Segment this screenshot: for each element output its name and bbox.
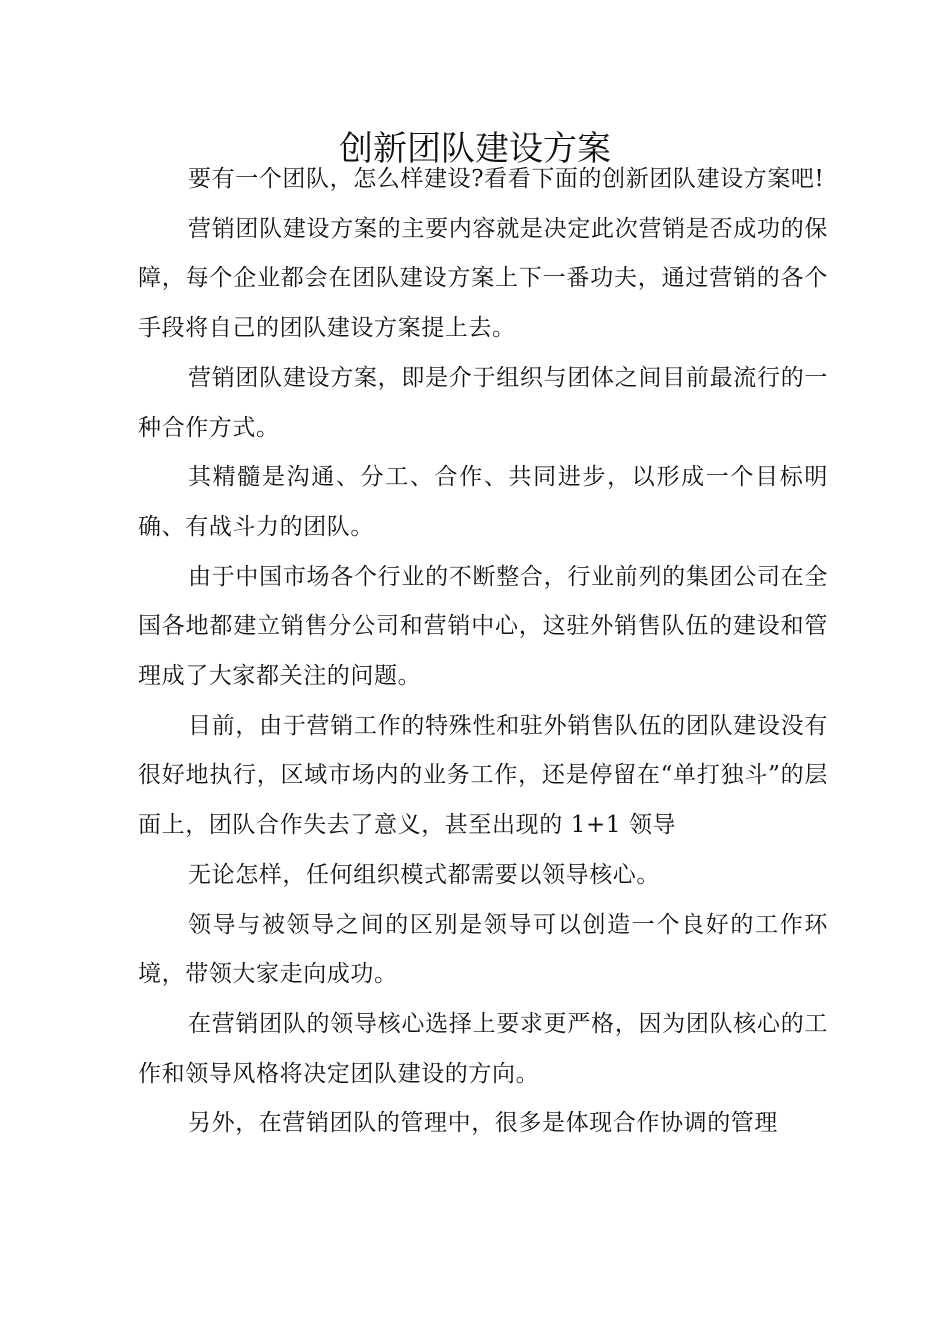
- document-title: 创新团队建设方案: [339, 128, 611, 169]
- paragraph: 另外，在营销团队的管理中，很多是体现合作协调的管理: [188, 1110, 778, 1137]
- paragraph: 其精髓是沟通、分工、合作、共同进步，以形成一个目标明确、有战斗力的团队。: [138, 464, 828, 540]
- paragraph: 领导与被领导之间的区别是领导可以创造一个良好的工作环境，带领大家走向成功。: [138, 911, 828, 988]
- paragraph: 要有一个团队，怎么样建设?看看下面的创新团队建设方案吧!: [188, 166, 825, 192]
- paragraph: 目前，由于营销工作的特殊性和驻外销售队伍的团队建设没有很好地执行，区域市场内的业务工作，还是停留在“单打独斗”的层面上，团队合作失去了意义，甚至出现的 1+1 领导: [138, 712, 828, 839]
- paragraph: 无论怎样，任何组织模式都需要以领导核心。: [188, 861, 660, 888]
- paragraph: 营销团队建设方案的主要内容就是决定此次营销是否成功的保障，每个企业都会在团队建设方案上下一番功夫，通过营销的各个手段将自己的团队建设方案提上去。: [138, 215, 828, 342]
- paragraph: 在营销团队的领导核心选择上要求更严格，因为团队核心的工作和领导风格将决定团队建设的方向。: [138, 1010, 828, 1087]
- document-body: [138, 155, 828, 1149]
- paragraph: 由于中国市场各个行业的不断整合，行业前列的集团公司在全国各地都建立销售分公司和营销中心，这驻外销售队伍的建设和管理成了大家都关注的问题。: [138, 563, 828, 690]
- paragraph: 营销团队建设方案，即是介于组织与团体之间目前最流行的一种合作方式。: [138, 364, 828, 441]
